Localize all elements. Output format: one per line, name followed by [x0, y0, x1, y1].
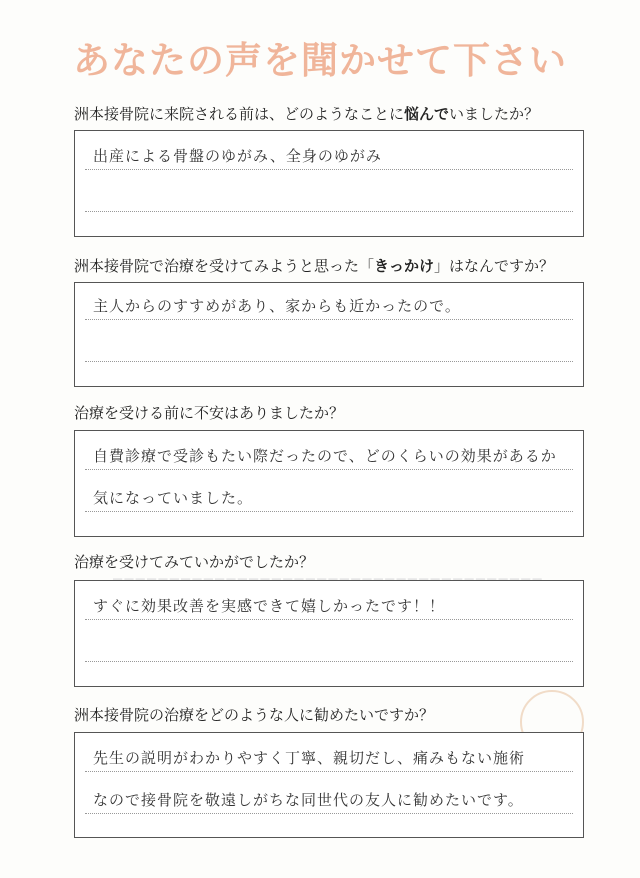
ruled-line [85, 511, 573, 512]
handwritten-answer-line: 出産による骨盤のゆがみ、全身のゆがみ [93, 147, 382, 165]
ruled-line [85, 361, 573, 362]
handwritten-answer-line: 自費診療で受診もたい際だったので、どのくらいの効果があるか [93, 447, 557, 465]
question-text: 治療を受ける前に不安はありましたか？ [74, 404, 345, 422]
question-emphasis: 悩んで [404, 105, 450, 123]
question-3 [74, 402, 594, 423]
question-emphasis: きっかけ [374, 257, 435, 275]
ruled-line [85, 771, 573, 772]
answer-box-1 [74, 130, 584, 237]
question-text: 洲本接骨院に来院される前は、どのようなことに [74, 105, 405, 123]
question-text: 治療を受けてみていかがでしたか？ [74, 553, 315, 571]
question-text: 洲本接骨院の治療をどのような人に勧めたいですか？ [74, 706, 435, 724]
ruled-line [85, 319, 573, 320]
answer-box-4 [74, 580, 584, 687]
question-text: 洲本接骨院で治療を受けてみようと思った「 [74, 257, 375, 275]
question-2 [74, 255, 594, 276]
ruled-line [85, 169, 573, 170]
question-5 [74, 704, 594, 725]
question-text: いましたか？ [449, 105, 540, 123]
handwritten-answer-line: すぐに効果改善を実感できて嬉しかったです！！ [93, 597, 446, 615]
answer-box-5 [74, 732, 584, 838]
ruled-line [85, 211, 573, 212]
handwritten-answer-line: 気になっていました。 [93, 489, 254, 507]
page-title: あなたの声を聞かせて下さい [73, 39, 567, 82]
handwritten-answer-line: 主人からのすすめがあり、家からも近かったので。 [93, 297, 461, 315]
ruled-line [85, 813, 573, 814]
ruled-line [85, 469, 573, 470]
question-text: 」はなんですか？ [434, 257, 555, 275]
question-1 [74, 103, 594, 124]
handwritten-answer-line: なので接骨院を敬遠しがちな同世代の友人に勧めたいです。 [93, 791, 524, 809]
ruled-line [85, 661, 573, 662]
ruled-line [85, 619, 573, 620]
answer-box-3 [74, 430, 584, 537]
question-4 [74, 551, 594, 572]
handwritten-answer-line: 先生の説明がわかりやすく丁寧、親切だし、痛みもない施術 [93, 749, 526, 767]
answer-box-2 [74, 282, 584, 387]
